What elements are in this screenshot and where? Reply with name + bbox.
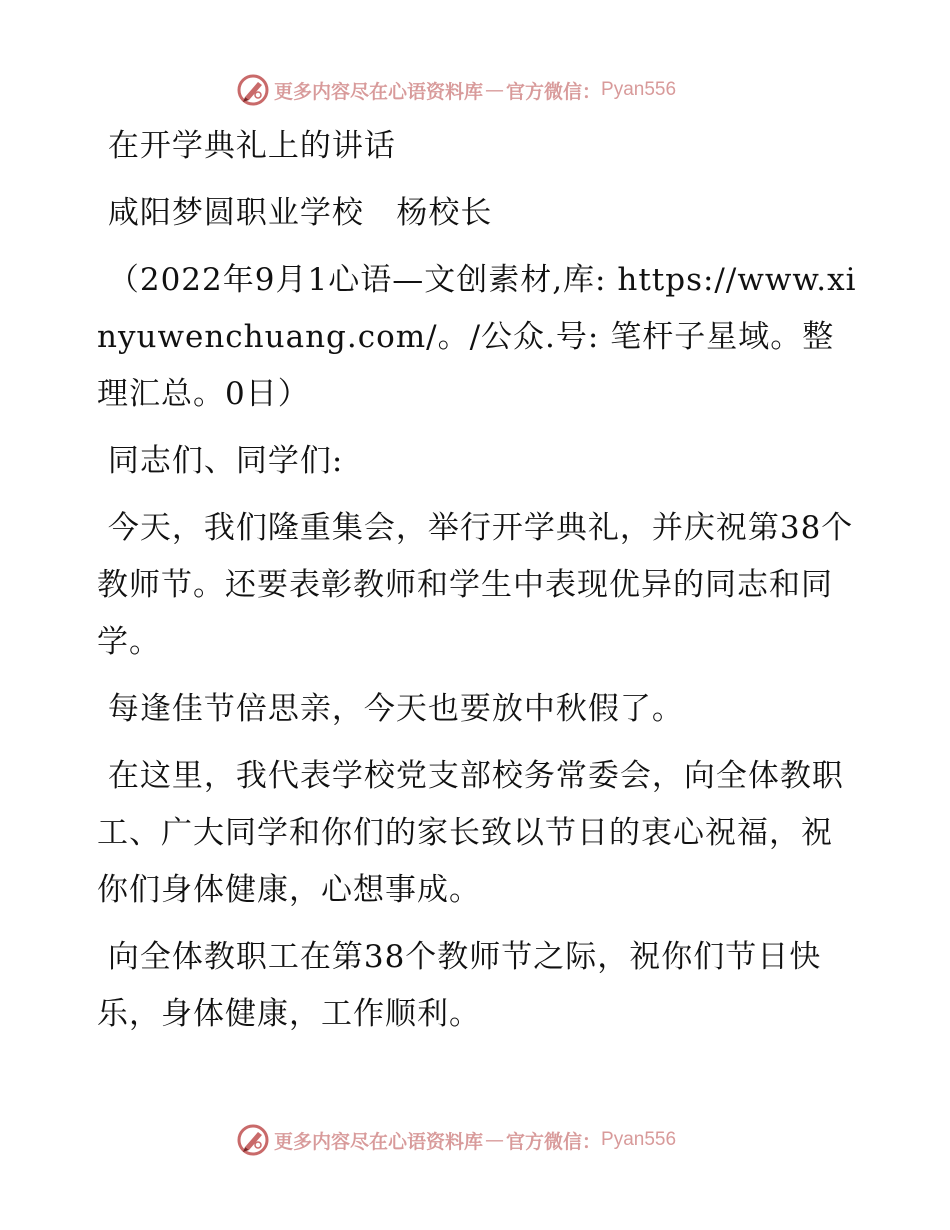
watermark-wechat-id: Pyan556 bbox=[601, 79, 677, 100]
paragraph-source-note: （2022年9月1心语—文创素材,库: https://www.xinyuwenchuang.com/。/公众.号: 笔杆子星域。整理汇总。0日） bbox=[97, 262, 857, 412]
watermark-wechat-label: 官方微信： bbox=[506, 1130, 602, 1153]
document-byline: 咸阳梦圆职业学校 杨校长 bbox=[97, 195, 493, 231]
watermark-text: 更多内容尽在心语资料库 bbox=[274, 1130, 484, 1153]
watermark-text: 更多内容尽在心语资料库 bbox=[274, 80, 484, 103]
watermark-separator: — bbox=[485, 1129, 505, 1151]
paragraph-greetings: 在这里，我代表学校党支部校务常委会，向全体教职工、广大同学和你们的家长致以节日的衷心祝福，祝你们身体健康，心想事成。 bbox=[97, 758, 844, 908]
watermark-separator: — bbox=[485, 79, 505, 101]
pen-logo-icon bbox=[236, 73, 270, 107]
document-title: 在开学典礼上的讲话 bbox=[97, 128, 396, 164]
header-watermark bbox=[236, 72, 676, 108]
watermark-wechat-label: 官方微信： bbox=[506, 80, 602, 103]
paragraph-salutation: 同志们、同学们: bbox=[97, 443, 344, 479]
paragraph-opening: 今天，我们隆重集会，举行开学典礼，并庆祝第38个教师节。还要表彰教师和学生中表现优异的同志和同学。 bbox=[97, 510, 854, 660]
footer-watermark bbox=[236, 1122, 676, 1158]
document-body bbox=[97, 118, 857, 1043]
watermark-wechat-id: Pyan556 bbox=[601, 1129, 677, 1150]
paragraph-festival: 每逢佳节倍思亲，今天也要放中秋假了。 bbox=[97, 691, 684, 727]
paragraph-teachers-day: 向全体教职工在第38个教师节之际，祝你们节日快乐，身体健康，工作顺利。 bbox=[97, 939, 822, 1032]
pen-logo-icon bbox=[236, 1123, 270, 1157]
